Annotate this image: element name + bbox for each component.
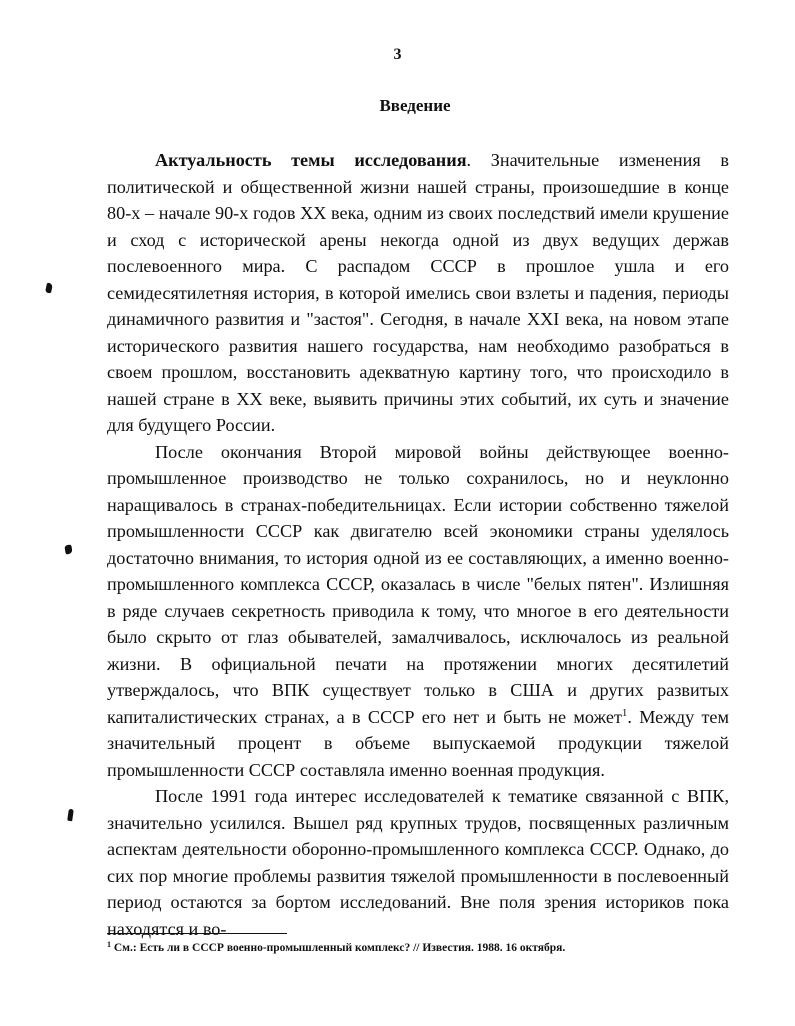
paragraph-text: После окончания Второй мировой войны действующее военно-промышленное производство не только сохранилось, но и неуклонно наращивалось в странах-победительницах. Если истории собственно тяжелой промышленности СССР как двигателю всей экономики страны уделялось достаточно внимания, то история одной из ее составляющих, а именно военно-промышленного комплекса СССР, оказалась в числе "белых пятен". Излишняя в ряде случаев секретность приводила к тому, что многое в его деятельности было скрыто от глаз обывателей, замалчивалось, исключалось из реальной жизни. В официальной печати на протяжении многих десятилетий утверждалось, что ВПК существует только в США и других развитых капиталистических странах, а в СССР его нет и быть не может: [107, 441, 729, 727]
scan-speck: [64, 544, 72, 554]
scan-speck: [45, 282, 53, 293]
footnote-reference[interactable]: 1: [621, 706, 628, 719]
paragraph-relevance: [107, 147, 729, 439]
footnote-divider: [107, 933, 287, 934]
paragraph-after-1991: [107, 783, 729, 942]
main-text: [107, 147, 729, 942]
footnote: [107, 940, 729, 956]
page-number: 3: [393, 46, 402, 63]
paragraph-text: . Значительные изменения в политической и общественной жизни нашей страны, произошедшие в конце 80-х – начале 90-х годов XX века, одним из своих последствий имели крушение и сход с исторической арены некогда одной из двух ведущих держав послевоенного мира. С распадом СССР в прошлое ушла и его семидесятилетняя история, в которой имелись свои взлеты и падения, периоды динамичного развития и "застоя". Сегодня, в начале XXI века, на новом этапе исторического развития нашего государства, нам необходимо разобраться в своем прошлом, восстановить адекватную картину того, что происходило в нашей стране в XX веке, выявить причины этих событий, их суть и значение для будущего России.: [107, 150, 729, 435]
paragraph-text: После 1991 года интерес исследователей к тематике связанной с ВПК, значительно усилился. Вышел ряд крупных трудов, посвященных различным аспектам деятельности оборонно-промышленного комплекса СССР. Однако, до сих пор многие проблемы развития тяжелой промышленности в послевоенный период остаются за бортом исследований. Вне поля зрения историков пока находятся и во-: [107, 786, 729, 939]
paragraph-text-continued: . Между тем значительный процент в объеме выпускаемой продукции тяжелой промышленности СССР составляла именно военная продукция.: [107, 706, 729, 780]
paragraph-lead: Актуальность темы исследования: [155, 150, 467, 170]
scan-speck: [67, 809, 74, 822]
paragraph-postwar: [107, 439, 729, 784]
page-title: Введение: [379, 96, 451, 115]
footnote-marker: 1: [107, 940, 111, 949]
footnote-text: См.: Есть ли в СССР военно-промышленный комплекс? // Известия. 1988. 16 октября.: [111, 942, 566, 954]
